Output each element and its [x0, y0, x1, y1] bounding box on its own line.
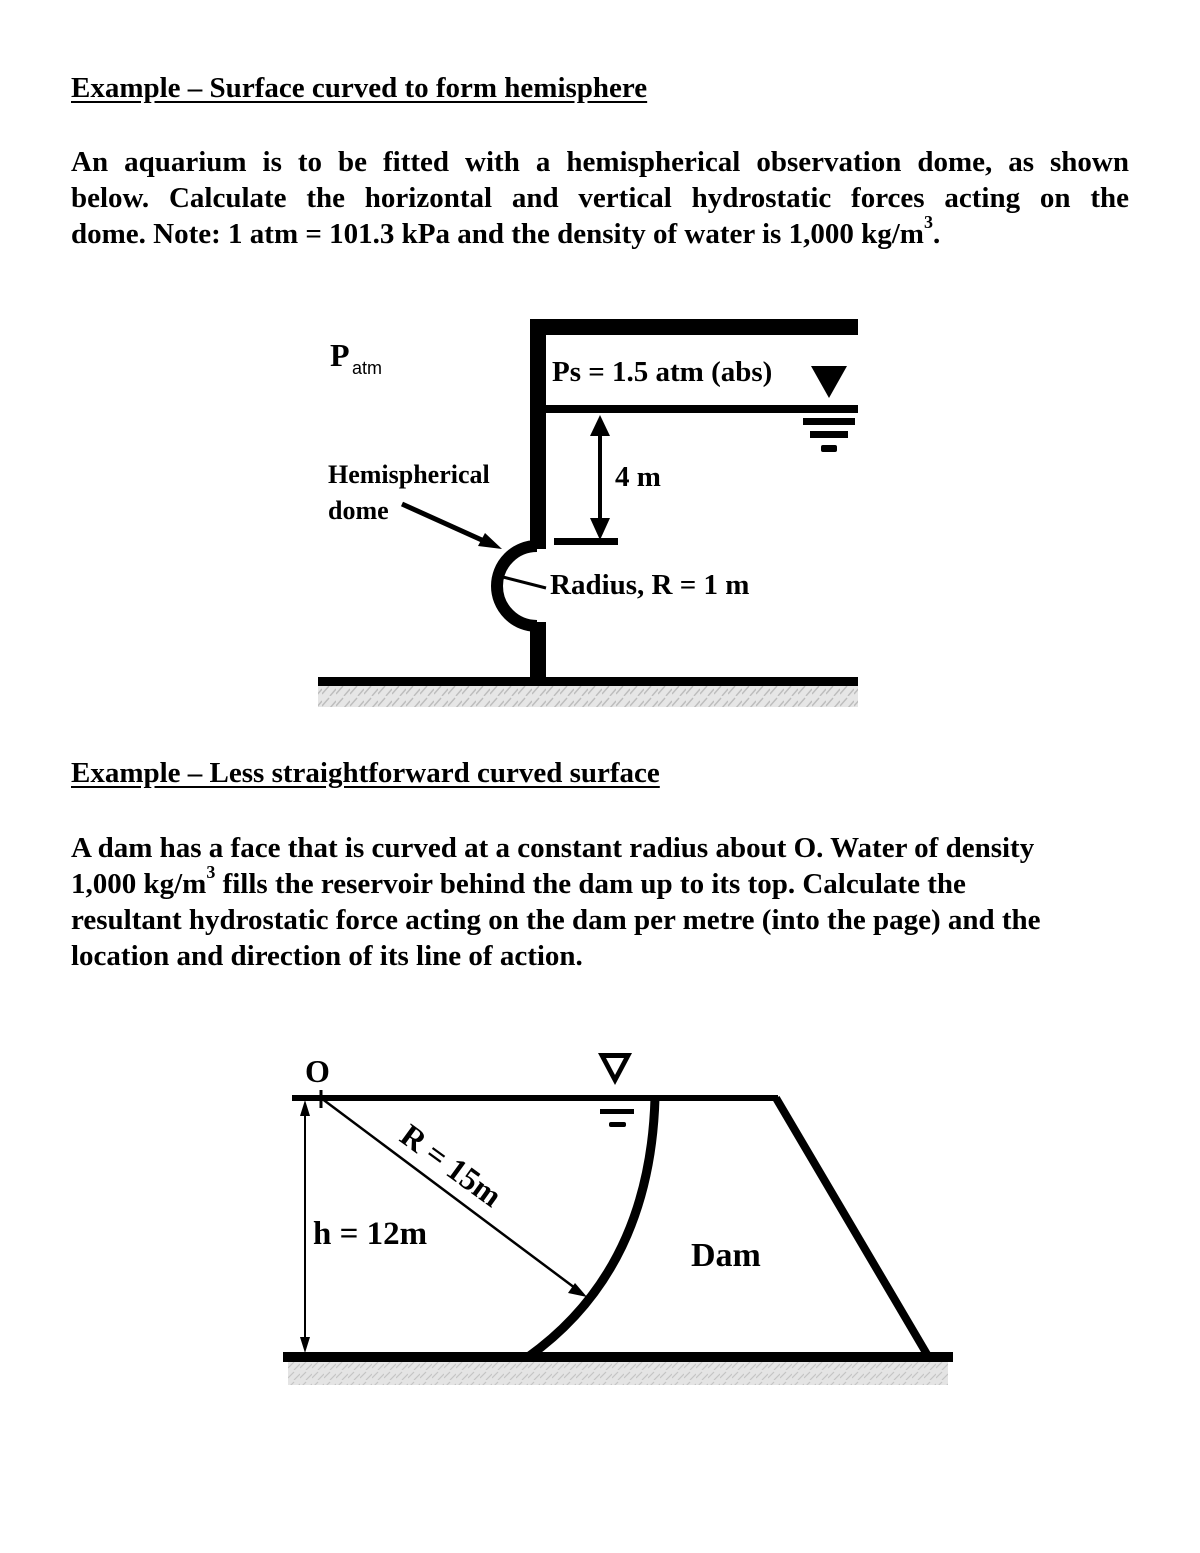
- dam-back-face: [776, 1098, 928, 1356]
- paragraph-line: below. Calculate the horizontal and vertical hydrostatic forces acting on the: [71, 182, 1129, 214]
- height-label: h = 12m: [313, 1216, 428, 1252]
- paragraph-text: .: [932, 218, 941, 250]
- ps-label: Ps = 1.5 atm (abs): [552, 356, 773, 388]
- example2-heading: Example – Less straightforward curved surface: [71, 757, 660, 789]
- dam-label: Dam: [691, 1237, 761, 1274]
- radius-label: Radius, R = 1 m: [550, 569, 750, 601]
- depth-label: 4 m: [615, 461, 661, 493]
- superscript: 3: [206, 862, 216, 883]
- dome-label-line2: dome: [328, 496, 389, 525]
- ground-line: [283, 1352, 953, 1362]
- patm-label: P: [330, 337, 350, 373]
- height-arrow-top: [300, 1100, 310, 1116]
- water-surface-dash: [609, 1122, 626, 1127]
- paragraph-text: fills the reservoir behind the dam up to its top. Calculate the: [215, 868, 966, 900]
- origin-label: O: [305, 1053, 330, 1089]
- dam-curved-face: [528, 1098, 655, 1357]
- paragraph-line: An aquarium is to be fitted with a hemispherical observation dome, as shown: [71, 146, 1129, 178]
- paragraph-line: location and direction of its line of action.: [71, 940, 583, 972]
- dome-label-line1: Hemispherical: [328, 460, 490, 489]
- paragraph-text: 1,000 kg/m: [71, 868, 207, 900]
- paragraph-line: resultant hydrostatic force acting on the dam per metre (into the page) and the: [71, 904, 1041, 936]
- patm-subscript: atm: [352, 358, 383, 378]
- radius-line: [321, 1098, 575, 1288]
- paragraph-line: A dam has a face that is curved at a constant radius about O. Water of density: [71, 832, 1035, 864]
- example1-heading: Example – Surface curved to form hemisphere: [71, 72, 648, 104]
- superscript: 3: [923, 212, 933, 233]
- water-surface-dash: [600, 1109, 634, 1114]
- height-arrow-bottom: [300, 1337, 310, 1353]
- ground-hatch: [288, 1361, 948, 1385]
- radius-label: R = 15m: [393, 1116, 509, 1214]
- paragraph-text: dome. Note: 1 atm = 101.3 kPa and the density of water is 1,000 kg/m: [71, 218, 924, 250]
